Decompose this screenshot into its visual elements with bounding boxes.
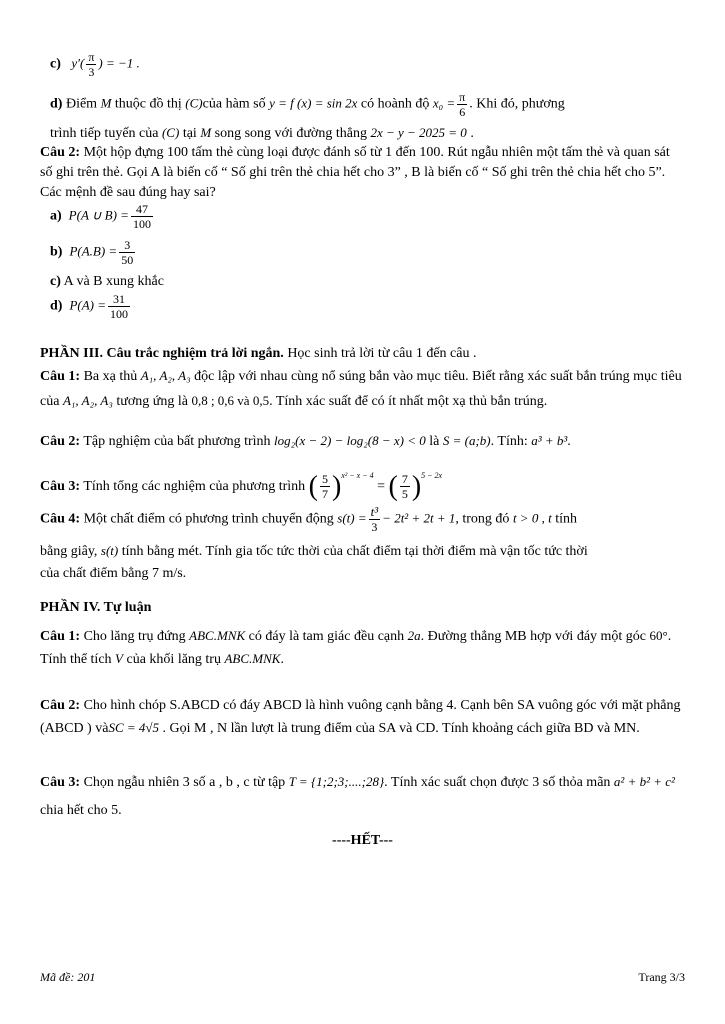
p4-q3-expr: a² + b² + c²	[613, 774, 675, 789]
p4-q1-prism2: ABC.MNK	[224, 651, 281, 666]
q2c-line	[50, 271, 685, 292]
p3-q2-set: S = (a;b)	[442, 433, 491, 448]
p4-q1-label: Câu 1:	[40, 629, 81, 644]
p3-q4-label: Câu 4:	[40, 511, 81, 527]
q2d-frac: $\frac{31}{100}$	[110, 292, 129, 321]
p4-q1-text-e: của khối lăng trụ	[126, 652, 221, 667]
q2b-expr: P(A.B) =	[69, 243, 118, 259]
q2d-line	[50, 292, 685, 321]
p3-q2-text-a: Tập nghiệm của bất phương trình	[83, 434, 271, 449]
p3-q4-l2-st: s(t)	[100, 543, 119, 558]
q1c-line	[50, 50, 685, 79]
p3-q1-probs: 0,8 ; 0,6 và 0,5	[191, 393, 270, 408]
p3-q3-exp2: 5 − 2x	[421, 471, 443, 480]
q2d-label: d)	[50, 298, 63, 314]
p3-q2-label: Câu 2:	[40, 434, 81, 449]
p4-q1-V: V	[115, 651, 123, 666]
q1d-text-d: có hoành độ	[360, 96, 430, 112]
p4-q3-text-c: chia hết cho 5.	[40, 803, 122, 818]
p3-q2-calc: a³ + b³	[531, 433, 568, 448]
p3-q1-shooters: A₁, A₂, A₃	[140, 368, 191, 383]
q2-label: Câu 2:	[40, 145, 81, 160]
p3-q4	[40, 505, 685, 534]
p3-q4-st: s(t) =	[337, 510, 367, 526]
p4-q1-prism: ABC.MNK	[189, 628, 246, 643]
p3-q4-l2-b: tính bằng mét. Tính gia tốc tức thời của chất điểm tại thời điểm mà vận tốc tức thời	[121, 544, 588, 559]
part3-title: PHẦN III. Câu trắc nghiệm trả lời ngắn.	[40, 346, 284, 361]
p3-q4-cont	[40, 540, 685, 585]
end-mark: ----HẾT---	[332, 833, 393, 848]
p3-q1-text-b: độc lập với nhau cùng nổ súng bắn vào mục tiêu. Biết rằng xác suất bắn trúng mục tiêu của	[40, 369, 682, 409]
q2d-expr: P(A) =	[69, 297, 107, 313]
p4-q3-text-b: . Tính xác suất chọn được 3 số thỏa mãn	[384, 775, 611, 790]
p3-q3-label: Câu 3:	[40, 479, 81, 494]
p3-q2-text-b: là	[429, 434, 440, 449]
q1d-M: M	[100, 95, 112, 111]
q1d-x0: x₀ =	[432, 95, 456, 111]
q1d-C: (C)	[185, 95, 203, 111]
q2c-text: A và B xung khắc	[63, 274, 164, 289]
part3-heading	[40, 343, 685, 364]
p4-q1-side: 2a	[407, 628, 421, 643]
p3-q4-frac: $\frac{\text{t³}}{3}$	[370, 504, 379, 534]
p4-q2-label: Câu 2:	[40, 698, 81, 713]
p3-q2-end: .	[567, 434, 571, 449]
p3-q1-text-d: . Tính xác suất để có ít nhất một xạ thủ bắn trúng.	[269, 394, 548, 409]
q2b-frac: $\frac{3}{50}$	[121, 238, 134, 267]
q2a-label: a)	[50, 208, 62, 224]
p3-q3-eq: =	[377, 479, 385, 494]
q1d-func: y = f (x) = sin 2x	[269, 95, 358, 111]
p4-q2-sc: SC = 4√5	[108, 720, 160, 735]
p3-q3-base2: $\frac{7}{5}$	[401, 472, 408, 502]
p3-q1-text-c: tương ứng là	[116, 394, 188, 409]
part4-title: PHẦN IV. Tự luận	[40, 600, 152, 615]
q2a-line	[50, 202, 685, 231]
p3-q1-text-a: Ba xạ thủ	[83, 369, 138, 384]
p3-q4-text-a: Một chất điểm có phương trình chuyển động	[83, 511, 334, 527]
p4-q1-end: .	[280, 652, 284, 667]
p3-q1-shooters2: A₁, A₂, A₃	[62, 393, 113, 408]
q1c-frac: $\frac{\pi}{3}$	[88, 50, 95, 79]
q1d-l2-eq: 2x − y − 2025 = 0	[370, 125, 467, 140]
q1c-expr-b: ) = −1 .	[98, 55, 140, 71]
q1d-text: Điểm	[65, 96, 98, 112]
p3-q3-text: Tính tổng các nghiệm của phương trình	[83, 479, 306, 494]
p4-q2-text-a: Cho hình chóp S.ABCD có đáy ABCD là hình vuông cạnh bằng 4. Cạnh bên SA vuông góc với mặt phẳng (ABCD ) và	[40, 698, 681, 736]
q1d-l2-end: .	[470, 126, 474, 141]
q1d-l2-M: M	[200, 125, 212, 140]
page-number: Trang 3/3	[638, 970, 685, 984]
q1c-label: c)	[50, 56, 61, 72]
p3-q4-rest: − 2t² + 2t + 1	[382, 510, 456, 526]
q1d-text-e: . Khi đó, phương	[469, 96, 565, 112]
p3-q4-cond: t > 0 , t	[512, 510, 552, 526]
q1d-line1	[50, 90, 685, 119]
p3-q2	[40, 430, 685, 452]
p4-q1	[40, 625, 685, 671]
q2-stem	[40, 143, 685, 203]
p3-q4-text-b: , trong đó	[455, 511, 510, 527]
p4-q1-angle: 60°	[649, 628, 668, 643]
q1d-line2	[50, 122, 685, 144]
q1c-expr-a: y′(	[71, 55, 85, 71]
part3-title-rest: Học sinh trả lời từ câu 1 đến câu .	[287, 346, 477, 361]
p4-q1-text-b: có đáy là tam giác đều cạnh	[248, 629, 405, 644]
p4-q3	[40, 768, 685, 825]
p3-q3-base1: $\frac{5}{7}$	[321, 472, 328, 502]
p4-q3-label: Câu 3:	[40, 775, 81, 790]
part4-heading	[40, 597, 685, 618]
q1d-l2-C: (C)	[161, 125, 180, 140]
q2a-frac: $\frac{47}{100}$	[132, 202, 151, 231]
p3-q4-l3: của chất điểm bằng 7 m/s.	[40, 566, 187, 581]
page-footer	[40, 970, 685, 985]
q2-text: Một hộp đựng 100 tấm thẻ cùng loại được đánh số từ 1 đến 100. Rút ngẫu nhiên một tấm thẻ và quan sát số ghi trên thẻ. Gọi A là biến cố “ Số ghi trên thẻ chia hết cho 3” , B là biến cố “ Số ghi trên thẻ chia hết cho 5”. Các mệnh đề sau đúng hay sai?	[40, 145, 670, 200]
q2b-label: b)	[50, 244, 63, 260]
q2c-label: c)	[50, 274, 61, 289]
p3-q1-label: Câu 1:	[40, 369, 81, 384]
q1d-l2-text-b: tại	[182, 126, 197, 141]
q1d-text-c: của hàm số	[202, 96, 266, 112]
p4-q3-set: T = {1;2;3;....;28}	[288, 774, 385, 789]
p4-q3-text-a: Chọn ngẫu nhiên 3 số a , b , c từ tập	[83, 775, 286, 790]
p4-q2-text-b: . Gọi M , N lần lượt là trung điểm của SA và CD. Tính khoảng cách giữa BD và MN.	[162, 721, 640, 736]
p3-q4-l2-a: bằng giây,	[40, 544, 98, 559]
p3-q3-exp1: x² − x − 4	[341, 471, 374, 480]
q1d-l2-text-c: song song với đường thẳng	[214, 126, 367, 141]
p3-q4-text-c: tính	[555, 511, 577, 527]
p4-q1-text-c: . Đường thẳng MB hợp với đáy một góc	[420, 629, 647, 644]
q1d-text-b: thuộc đồ thị	[114, 96, 182, 112]
p4-q2	[40, 695, 685, 740]
q2b-line	[50, 238, 685, 267]
q1d-x0-frac: $\frac{\pi}{6}$	[459, 90, 466, 119]
q1d-label: d)	[50, 96, 63, 112]
q1d-l2-text: trình tiếp tuyến của	[50, 126, 159, 141]
p3-q2-text-c: . Tính:	[490, 434, 528, 449]
p3-q2-ineq: log₂(x − 2) − log₂(8 − x) < 0	[274, 433, 426, 448]
p3-q1	[40, 364, 685, 414]
p3-q3: Câu 3: Tính tổng các nghiệm của phương trình ( $\frac{5}{7}$ )$^{x^2 - x - 4}$ = ( $\frac{7}{5}$ )$^{5 - 2x}$	[40, 470, 443, 502]
q2a-expr: P(A ∪ B) =	[68, 207, 129, 223]
p4-q1-text-d: . Tính thể tích	[40, 629, 672, 667]
exam-code: Mã đề: 201	[40, 970, 96, 984]
p4-q1-text-a: Cho lăng trụ đứng	[83, 629, 186, 644]
